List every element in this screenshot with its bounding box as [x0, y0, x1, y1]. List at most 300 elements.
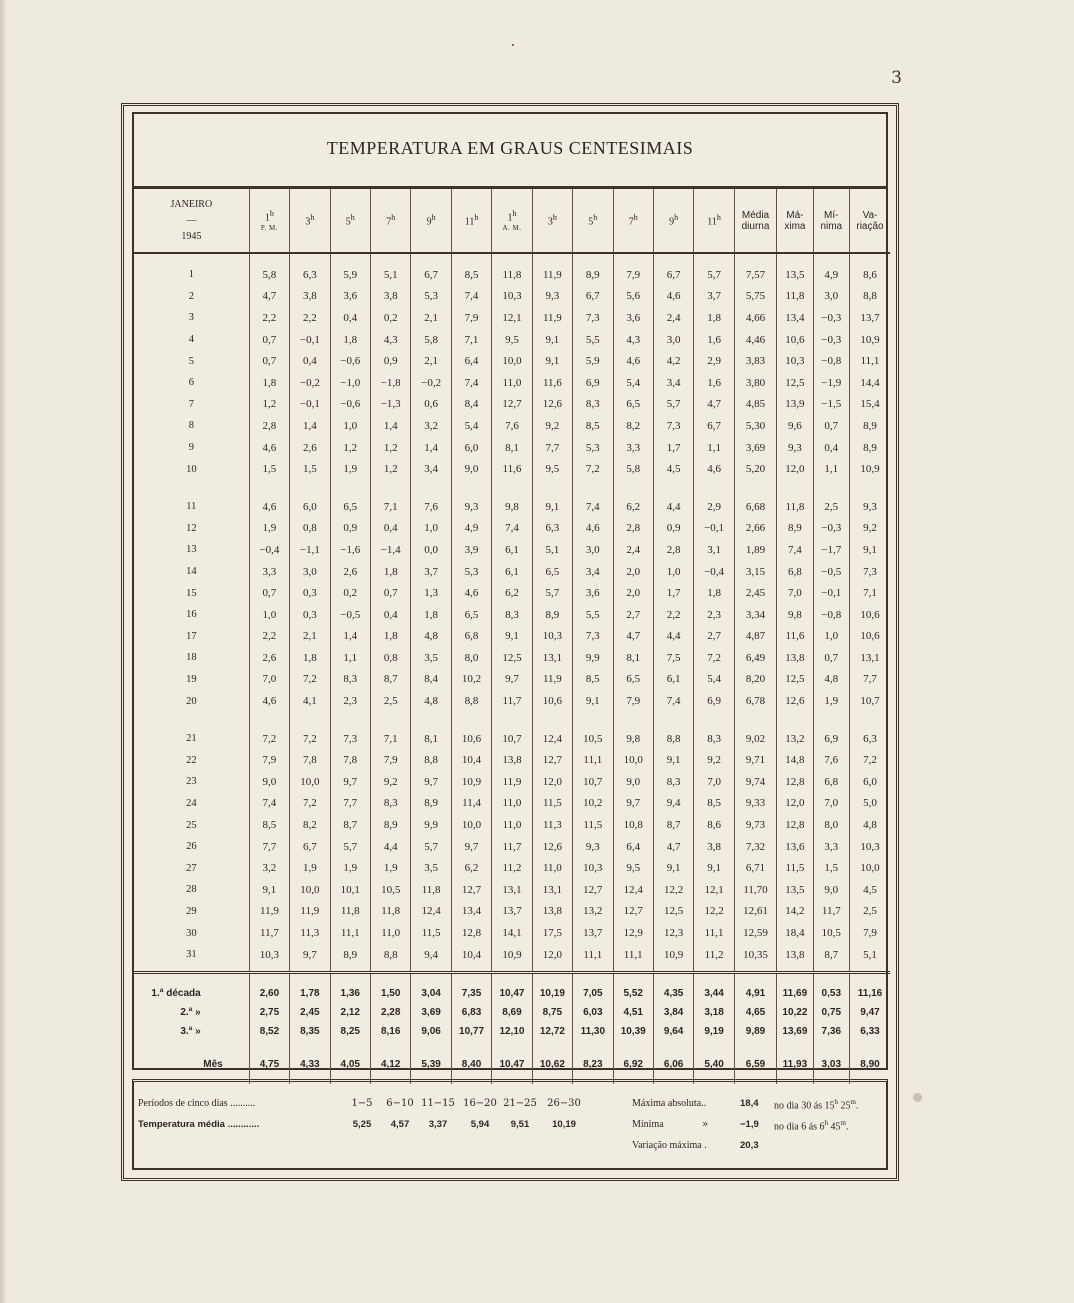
empty-cell — [613, 712, 653, 728]
value-cell: −0,1 — [694, 518, 734, 540]
value-cell: 13,2 — [777, 728, 813, 750]
value-cell: −1,7 — [813, 539, 849, 561]
value-cell: 1,1 — [330, 647, 370, 669]
value-cell: 10,2 — [451, 669, 491, 691]
empty-cell — [653, 1041, 693, 1055]
value-cell: 6,5 — [451, 604, 491, 626]
value-cell: 10,5 — [370, 879, 410, 901]
value-cell: 7,1 — [451, 329, 491, 351]
separator-row — [134, 965, 890, 973]
media-header — [734, 189, 776, 253]
value-cell: 1,7 — [653, 582, 693, 604]
hour-suffix: h — [431, 213, 436, 223]
value-cell: 1,8 — [694, 582, 734, 604]
empty-cell — [613, 253, 653, 264]
value-cell: 11,2 — [492, 857, 532, 879]
value-cell: 8,3 — [492, 604, 532, 626]
day-row — [134, 496, 890, 518]
value-cell: 10,8 — [613, 814, 653, 836]
row-label: 2.ª » — [180, 1007, 201, 1019]
value-cell: 6,9 — [573, 372, 613, 394]
value-cell: 12,1 — [694, 879, 734, 901]
value-cell: 8,5 — [573, 415, 613, 437]
value-cell: 2,7 — [613, 604, 653, 626]
value-cell: 11,8 — [492, 264, 532, 286]
value-cell: 4,6 — [249, 690, 289, 712]
value-cell: 5,9 — [573, 350, 613, 372]
value-cell: −0,1 — [290, 394, 330, 416]
empty-cell — [370, 712, 410, 728]
empty-cell — [411, 965, 451, 973]
value-cell: 9,0 — [451, 458, 491, 480]
value-cell: 9,7 — [411, 771, 451, 793]
value-cell: 7,3 — [573, 307, 613, 329]
value-cell: 10,62 — [532, 1055, 572, 1074]
value-cell: 3,8 — [370, 286, 410, 308]
page-edge — [0, 0, 7, 1303]
hour-suffix: h — [674, 213, 679, 223]
value-cell: 1,2 — [370, 437, 410, 459]
row-label: 23 — [186, 776, 197, 788]
value-cell: 12,2 — [694, 901, 734, 923]
row-label: 3.ª » — [180, 1026, 201, 1038]
value-cell: −0,6 — [330, 350, 370, 372]
value-cell: 1,50 — [370, 984, 410, 1003]
value-cell: 12,7 — [532, 749, 572, 771]
hour-label: 11 — [464, 216, 475, 228]
value-cell: 12,8 — [451, 922, 491, 944]
value-cell: 3,3 — [249, 561, 289, 583]
row-label: 5 — [188, 355, 194, 367]
value-cell: 12,7 — [573, 879, 613, 901]
empty-cell — [613, 965, 653, 973]
empty-cell — [573, 965, 613, 973]
empty-cell — [694, 712, 734, 728]
value-cell: 8,69 — [492, 1003, 532, 1022]
value-cell: 6,3 — [290, 264, 330, 286]
empty-cell — [734, 965, 776, 973]
row-label: 25 — [186, 819, 197, 831]
value-cell: 13,9 — [777, 394, 813, 416]
value-cell: 7,4 — [573, 496, 613, 518]
row-label: 30 — [186, 927, 197, 939]
value-cell: 8,7 — [653, 814, 693, 836]
value-cell: 8,1 — [492, 437, 532, 459]
value-cell: 4,3 — [613, 329, 653, 351]
value-cell: 9,71 — [734, 749, 776, 771]
value-cell: 9,1 — [653, 857, 693, 879]
value-cell: 9,3 — [532, 286, 572, 308]
empty-cell — [777, 253, 813, 264]
empty-cell — [134, 712, 249, 728]
value-cell: 2,8 — [653, 539, 693, 561]
row-label: 27 — [186, 862, 197, 874]
row-label: 14 — [186, 566, 197, 578]
hour-label: 1 — [507, 212, 513, 224]
paper-smudge — [913, 1093, 922, 1102]
value-cell: 1,8 — [290, 647, 330, 669]
value-cell: 13,7 — [849, 307, 890, 329]
value-cell: 9,33 — [734, 793, 776, 815]
value-cell: 5,39 — [411, 1055, 451, 1074]
value-cell: 12,4 — [411, 901, 451, 923]
empty-cell — [849, 480, 890, 496]
maxima-header-line: Má- — [786, 209, 804, 221]
value-cell: 7,3 — [573, 626, 613, 648]
empty-cell — [451, 973, 491, 985]
min-ditto-mark: » — [702, 1119, 709, 1130]
table-frame — [121, 103, 899, 1181]
value-cell: 2,2 — [249, 626, 289, 648]
value-cell: 7,7 — [849, 669, 890, 691]
hour-suffix: h — [391, 213, 396, 223]
value-cell: 4,4 — [653, 496, 693, 518]
empty-cell — [734, 1041, 776, 1055]
hour-label: 3 — [305, 216, 311, 228]
var-value: 20,3 — [740, 1140, 759, 1151]
value-cell: 4,9 — [451, 518, 491, 540]
value-cell: 4,7 — [613, 626, 653, 648]
empty-cell — [653, 965, 693, 973]
value-cell: 1,9 — [249, 518, 289, 540]
empty-cell — [411, 480, 451, 496]
hour-suffix: h — [310, 213, 315, 223]
value-cell: 2,3 — [694, 604, 734, 626]
value-cell: 2,45 — [734, 582, 776, 604]
hour-label: 7 — [386, 216, 392, 228]
value-cell: 0,7 — [249, 329, 289, 351]
value-cell: 11,16 — [849, 984, 890, 1003]
value-cell: 8,20 — [734, 669, 776, 691]
value-cell: 11,9 — [249, 901, 289, 923]
empty-cell — [411, 973, 451, 985]
value-cell: 8,0 — [451, 647, 491, 669]
row-label: 2 — [188, 290, 194, 302]
value-cell: 9,64 — [653, 1022, 693, 1041]
value-cell: 1,8 — [411, 604, 451, 626]
hour-suffix: h — [716, 213, 721, 223]
empty-cell — [134, 965, 249, 973]
value-cell: 7,9 — [613, 264, 653, 286]
value-cell: 12,9 — [613, 922, 653, 944]
value-cell: 8,3 — [370, 793, 410, 815]
hour-header — [573, 189, 613, 253]
value-cell: 11,8 — [330, 901, 370, 923]
row-label: 3 — [188, 312, 194, 324]
day-row — [134, 690, 890, 712]
value-cell: 12,7 — [613, 901, 653, 923]
value-cell: 7,3 — [653, 415, 693, 437]
empty-cell — [290, 1041, 330, 1055]
header-row — [134, 189, 890, 253]
value-cell: 9,73 — [734, 814, 776, 836]
value-cell: 10,7 — [492, 728, 532, 750]
value-cell: 6,78 — [734, 690, 776, 712]
value-cell: 1,0 — [813, 626, 849, 648]
row-label: 26 — [186, 841, 197, 853]
value-cell: 8,4 — [451, 394, 491, 416]
empty-cell — [411, 1041, 451, 1055]
empty-cell — [330, 480, 370, 496]
value-cell: 2,9 — [694, 350, 734, 372]
value-cell: 4,1 — [290, 690, 330, 712]
value-cell: 6,8 — [451, 626, 491, 648]
value-cell: 7,6 — [813, 749, 849, 771]
value-cell: 4,8 — [411, 626, 451, 648]
empty-cell — [613, 480, 653, 496]
value-cell: 5,7 — [694, 264, 734, 286]
value-cell: 10,5 — [573, 728, 613, 750]
value-cell: 11,0 — [492, 814, 532, 836]
period-mean-temp: 9,51 — [510, 1119, 530, 1130]
empty-cell — [290, 480, 330, 496]
day-row — [134, 539, 890, 561]
value-cell: 10,3 — [532, 626, 572, 648]
value-cell: 7,0 — [777, 582, 813, 604]
day-row — [134, 626, 890, 648]
value-cell: 10,0 — [613, 749, 653, 771]
value-cell: 3,0 — [653, 329, 693, 351]
value-cell: 14,8 — [777, 749, 813, 771]
value-cell: 10,2 — [573, 793, 613, 815]
footer-summary — [132, 1079, 888, 1170]
value-cell: 8,5 — [573, 669, 613, 691]
value-cell: 8,25 — [330, 1022, 370, 1041]
value-cell: 3,6 — [613, 307, 653, 329]
value-cell: 4,91 — [734, 984, 776, 1003]
value-cell: 4,3 — [370, 329, 410, 351]
value-cell: 5,4 — [613, 372, 653, 394]
value-cell: 13,8 — [777, 944, 813, 966]
day-row — [134, 647, 890, 669]
value-cell: 10,4 — [451, 749, 491, 771]
value-cell: 0,9 — [370, 350, 410, 372]
value-cell: 6,3 — [849, 728, 890, 750]
empty-cell — [694, 253, 734, 264]
day-row — [134, 879, 890, 901]
value-cell: 7,2 — [573, 458, 613, 480]
value-cell: 5,7 — [653, 394, 693, 416]
empty-cell — [734, 253, 776, 264]
value-cell: 11,8 — [370, 901, 410, 923]
min-label: Mínima — [632, 1119, 664, 1130]
value-cell: 7,9 — [849, 922, 890, 944]
value-cell: 9,8 — [777, 604, 813, 626]
day-row — [134, 350, 890, 372]
value-cell: 13,7 — [492, 901, 532, 923]
value-cell: 6,68 — [734, 496, 776, 518]
value-cell: 3,2 — [249, 857, 289, 879]
value-cell: 4,8 — [411, 690, 451, 712]
value-cell: 3,7 — [411, 561, 451, 583]
value-cell: 8,3 — [653, 771, 693, 793]
empty-cell — [849, 965, 890, 973]
value-cell: 0,4 — [290, 350, 330, 372]
value-cell: 8,5 — [249, 814, 289, 836]
value-cell: 0,8 — [290, 518, 330, 540]
value-cell: 2,6 — [249, 647, 289, 669]
value-cell: 9,3 — [849, 496, 890, 518]
value-cell: 12,5 — [777, 669, 813, 691]
value-cell: 9,7 — [290, 944, 330, 966]
value-cell: 9,74 — [734, 771, 776, 793]
empty-cell — [249, 973, 289, 985]
min-minutes: 45 — [830, 1121, 841, 1133]
value-cell: 9,0 — [613, 771, 653, 793]
value-cell: 4,75 — [249, 1055, 289, 1074]
value-cell: 1,1 — [694, 437, 734, 459]
value-cell: 6,03 — [573, 1003, 613, 1022]
value-cell: 6,7 — [290, 836, 330, 858]
value-cell: 2,0 — [613, 582, 653, 604]
empty-cell — [849, 253, 890, 264]
row-label: 7 — [188, 398, 194, 410]
value-cell: 0,6 — [411, 394, 451, 416]
minute-mark: m — [840, 1119, 846, 1127]
hour-header — [653, 189, 693, 253]
value-cell: 3,18 — [694, 1003, 734, 1022]
value-cell: 12,7 — [492, 394, 532, 416]
value-cell: 5,1 — [849, 944, 890, 966]
value-cell: 7,0 — [813, 793, 849, 815]
empty-cell — [330, 712, 370, 728]
value-cell: 10,7 — [849, 690, 890, 712]
empty-cell — [330, 253, 370, 264]
value-cell: 3,34 — [734, 604, 776, 626]
value-cell: 6,49 — [734, 647, 776, 669]
value-cell: −0,4 — [249, 539, 289, 561]
empty-cell — [813, 480, 849, 496]
value-cell: 4,6 — [694, 458, 734, 480]
month-header — [134, 189, 249, 253]
value-cell: 4,66 — [734, 307, 776, 329]
value-cell: 5,7 — [532, 582, 572, 604]
value-cell: 7,0 — [694, 771, 734, 793]
value-cell: 0,0 — [411, 539, 451, 561]
value-cell: 3,15 — [734, 561, 776, 583]
period-range: 16−20 — [463, 1098, 497, 1109]
value-cell: 9,9 — [411, 814, 451, 836]
day-row — [134, 286, 890, 308]
row-label: 24 — [186, 797, 197, 809]
value-cell: 3,3 — [613, 437, 653, 459]
empty-cell — [249, 712, 289, 728]
value-cell: 12,6 — [777, 690, 813, 712]
min-text: no dia 6 ás 6$^h$ 45$^m$. — [774, 1119, 849, 1133]
max-abs-value: 18,4 — [740, 1098, 759, 1109]
hour-period: P. M. — [260, 223, 278, 232]
value-cell: 8,9 — [777, 518, 813, 540]
empty-cell — [734, 973, 776, 985]
value-cell: 12,5 — [492, 647, 532, 669]
value-cell: 15,4 — [849, 394, 890, 416]
value-cell: 0,7 — [249, 582, 289, 604]
page-number: 3 — [891, 68, 902, 88]
value-cell: 5,3 — [451, 561, 491, 583]
value-cell: 3,4 — [573, 561, 613, 583]
empty-cell — [370, 965, 410, 973]
day-row — [134, 922, 890, 944]
value-cell: 2,6 — [290, 437, 330, 459]
value-cell: 9,06 — [411, 1022, 451, 1041]
value-cell: 12,8 — [777, 771, 813, 793]
value-cell: 3,69 — [734, 437, 776, 459]
value-cell: 0,2 — [330, 582, 370, 604]
row-label: Mês — [203, 1059, 223, 1071]
value-cell: 6,9 — [813, 728, 849, 750]
day-row — [134, 264, 890, 286]
value-cell: 11,0 — [370, 922, 410, 944]
empty-cell — [249, 253, 289, 264]
hour-suffix: h — [269, 209, 274, 219]
value-cell: −0,3 — [813, 518, 849, 540]
day-row — [134, 415, 890, 437]
value-cell: 10,9 — [849, 329, 890, 351]
value-cell: 3,69 — [411, 1003, 451, 1022]
value-cell: 7,6 — [411, 496, 451, 518]
value-cell: 1,6 — [694, 329, 734, 351]
value-cell: 12,2 — [653, 879, 693, 901]
value-cell: 4,33 — [290, 1055, 330, 1074]
value-cell: 1,4 — [411, 437, 451, 459]
value-cell: 2,28 — [370, 1003, 410, 1022]
value-cell: 10,9 — [849, 458, 890, 480]
empty-cell — [532, 712, 572, 728]
value-cell: 10,6 — [451, 728, 491, 750]
value-cell: 7,1 — [370, 496, 410, 518]
value-cell: 10,7 — [573, 771, 613, 793]
row-label: 13 — [186, 544, 197, 556]
value-cell: 6,1 — [492, 539, 532, 561]
value-cell: 2,5 — [370, 690, 410, 712]
value-cell: 6,0 — [290, 496, 330, 518]
row-label: 9 — [188, 442, 194, 454]
value-cell: 10,77 — [451, 1022, 491, 1041]
value-cell: 6,7 — [573, 286, 613, 308]
row-label: 17 — [186, 630, 197, 642]
value-cell: 7,32 — [734, 836, 776, 858]
value-cell: −0,5 — [813, 561, 849, 583]
value-cell: 1,0 — [653, 561, 693, 583]
empty-cell — [813, 1041, 849, 1055]
value-cell: 10,6 — [849, 626, 890, 648]
value-cell: 4,2 — [653, 350, 693, 372]
value-cell: 9,9 — [573, 647, 613, 669]
value-cell: 12,0 — [777, 458, 813, 480]
value-cell: 1,3 — [411, 582, 451, 604]
value-cell: 11,9 — [532, 307, 572, 329]
value-cell: 4,6 — [249, 496, 289, 518]
row-label: 21 — [186, 733, 197, 745]
value-cell: 13,4 — [451, 901, 491, 923]
row-label: 19 — [186, 673, 197, 685]
value-cell: 2,12 — [330, 1003, 370, 1022]
value-cell: 0,3 — [290, 582, 330, 604]
value-cell: 6,3 — [532, 518, 572, 540]
value-cell: 12,6 — [532, 836, 572, 858]
value-cell: 4,5 — [653, 458, 693, 480]
value-cell: 0,7 — [813, 415, 849, 437]
value-cell: 6,9 — [694, 690, 734, 712]
value-cell: 1,2 — [330, 437, 370, 459]
value-cell: 13,69 — [777, 1022, 813, 1041]
value-cell: 13,1 — [532, 647, 572, 669]
empty-cell — [290, 973, 330, 985]
value-cell: 2,1 — [411, 307, 451, 329]
empty-cell — [532, 973, 572, 985]
value-cell: 11,1 — [613, 944, 653, 966]
temp-label: Temperatura média ............ — [138, 1119, 260, 1130]
